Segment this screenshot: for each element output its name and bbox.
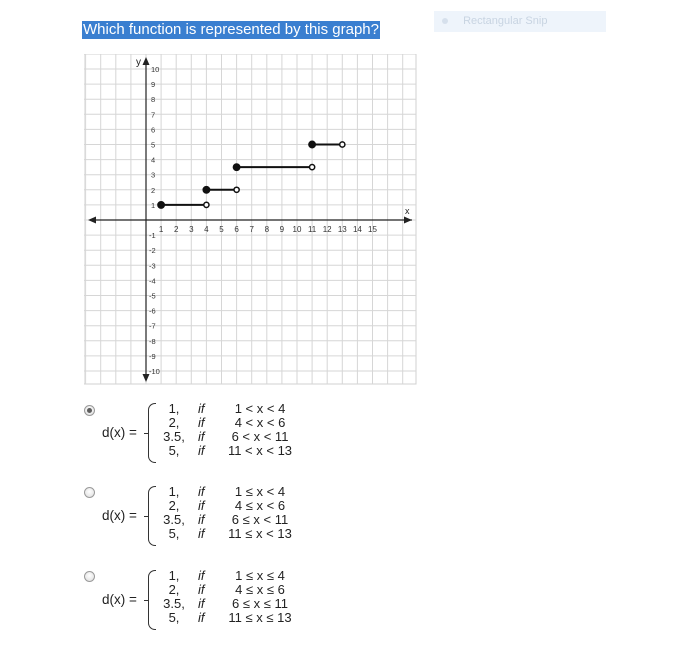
case-value: 5, [168,526,180,541]
x-tick-label: 2 [173,225,179,234]
y-tick-label: -3 [149,261,156,271]
option-1-brace [148,403,156,463]
closed-endpoint [233,164,239,170]
case-if: if [198,512,205,527]
y-tick-label: 10 [151,65,160,74]
x-tick-label: 13 [337,225,347,234]
case-condition: 1 ≤ x < 4 [234,484,286,499]
x-tick-label: 7 [249,225,254,234]
case-row [156,402,396,416]
case-if: if [198,401,205,416]
y-tick-label: -9 [149,351,156,361]
open-endpoint [204,202,209,207]
x-tick-label: 10 [292,225,302,234]
option-3-cases [156,569,396,625]
option-1-radio[interactable] [84,405,95,416]
option-2-function-name: d(x) = [102,508,137,523]
case-condition: 1 < x < 4 [234,401,286,416]
y-tick-label: 7 [151,110,156,120]
case-condition: 6 < x < 11 [231,429,289,444]
step-function-graph [84,54,418,386]
case-condition: 6 ≤ x < 11 [231,512,289,527]
case-condition: 1 ≤ x ≤ 4 [235,568,285,583]
answer-option-3[interactable] [84,569,384,639]
y-tick-label: -4 [149,276,156,286]
case-value: 3.5, [163,512,185,527]
case-if: if [198,582,205,597]
y-tick-label: 4 [151,155,156,165]
option-3-radio[interactable] [84,571,95,582]
x-tick-label: 1 [158,225,164,234]
question-text: Which function is represented by this graph? [83,21,379,38]
open-endpoint [340,142,345,147]
x-tick-label: 6 [234,225,239,234]
y-tick-label: 6 [151,125,156,135]
case-condition: 6 ≤ x ≤ 11 [232,596,288,611]
case-value: 2, [168,582,180,597]
case-row [156,597,396,611]
case-condition: 4 ≤ x ≤ 6 [235,582,285,597]
x-tick-label: 8 [264,225,270,234]
case-if: if [198,610,205,625]
x-tick-label: 9 [279,225,285,234]
option-1-function-name: d(x) = [102,425,137,440]
case-value: 1, [168,484,180,499]
x-tick-label: 11 [307,225,317,234]
option-1-cases [156,402,396,458]
case-if: if [198,596,205,611]
case-if: if [198,568,205,583]
case-row [156,611,396,625]
y-tick-label: 1 [151,200,156,210]
y-tick-label: 2 [151,185,156,195]
x-tick-label: 3 [189,225,194,234]
answer-option-2[interactable] [84,485,384,555]
closed-endpoint [158,202,164,208]
case-value: 3.5, [163,596,185,611]
x-tick-label: 15 [368,225,377,234]
case-if: if [198,484,205,499]
case-value: 1, [168,401,180,416]
y-tick-label: 8 [151,95,156,105]
option-3-brace [148,570,156,630]
case-value: 1, [168,568,180,583]
case-condition: 11 ≤ x ≤ 13 [228,610,292,625]
option-2-radio[interactable] [84,487,95,498]
case-condition: 11 < x < 13 [227,443,293,458]
option-2-brace [148,486,156,546]
y-tick-label: 3 [151,170,156,180]
option-3-function-name: d(x) = [102,592,137,607]
case-row [156,485,396,499]
case-row [156,430,396,444]
case-condition: 4 < x < 6 [234,415,286,430]
case-row [156,513,396,527]
case-value: 5, [168,443,180,458]
case-if: if [198,498,205,513]
closed-endpoint [203,187,209,193]
case-value: 5, [168,610,180,625]
y-tick-label: 9 [151,80,156,90]
case-value: 3.5, [163,429,185,444]
answer-option-1[interactable] [84,402,384,472]
case-row [156,444,396,458]
y-tick-label: 5 [151,140,156,150]
closed-endpoint [309,141,315,147]
open-endpoint [310,165,315,170]
case-value: 2, [168,415,180,430]
case-if: if [198,429,205,444]
y-tick-label: -7 [149,321,156,331]
x-tick-label: 14 [352,225,362,234]
case-if: if [198,526,205,541]
case-row [156,527,396,541]
snip-tool-button[interactable] [434,11,606,32]
case-row [156,416,396,430]
case-row [156,499,396,513]
open-endpoint [234,187,239,192]
case-if: if [198,415,205,430]
option-2-cases [156,485,396,541]
y-tick-label: -8 [149,336,156,346]
graph-frame [84,54,416,384]
case-condition: 11 ≤ x < 13 [228,526,292,541]
case-row [156,583,396,597]
case-condition: 4 ≤ x < 6 [234,498,286,513]
y-tick-label: -1 [149,231,156,241]
x-tick-label: 12 [322,225,332,234]
case-row [156,569,396,583]
case-if: if [198,443,205,458]
x-tick-label: 5 [219,225,224,234]
y-tick-label: -10 [149,367,160,376]
snip-tool-label: Rectangular Snip [463,15,548,27]
x-axis-label: x [405,206,410,216]
y-tick-label: -2 [149,246,156,256]
y-tick-label: -6 [149,306,156,316]
case-value: 2, [168,498,180,513]
x-tick-label: 4 [204,225,209,234]
y-axis-label: y [136,57,141,68]
y-tick-label: -5 [149,291,156,301]
snip-icon [442,18,448,24]
